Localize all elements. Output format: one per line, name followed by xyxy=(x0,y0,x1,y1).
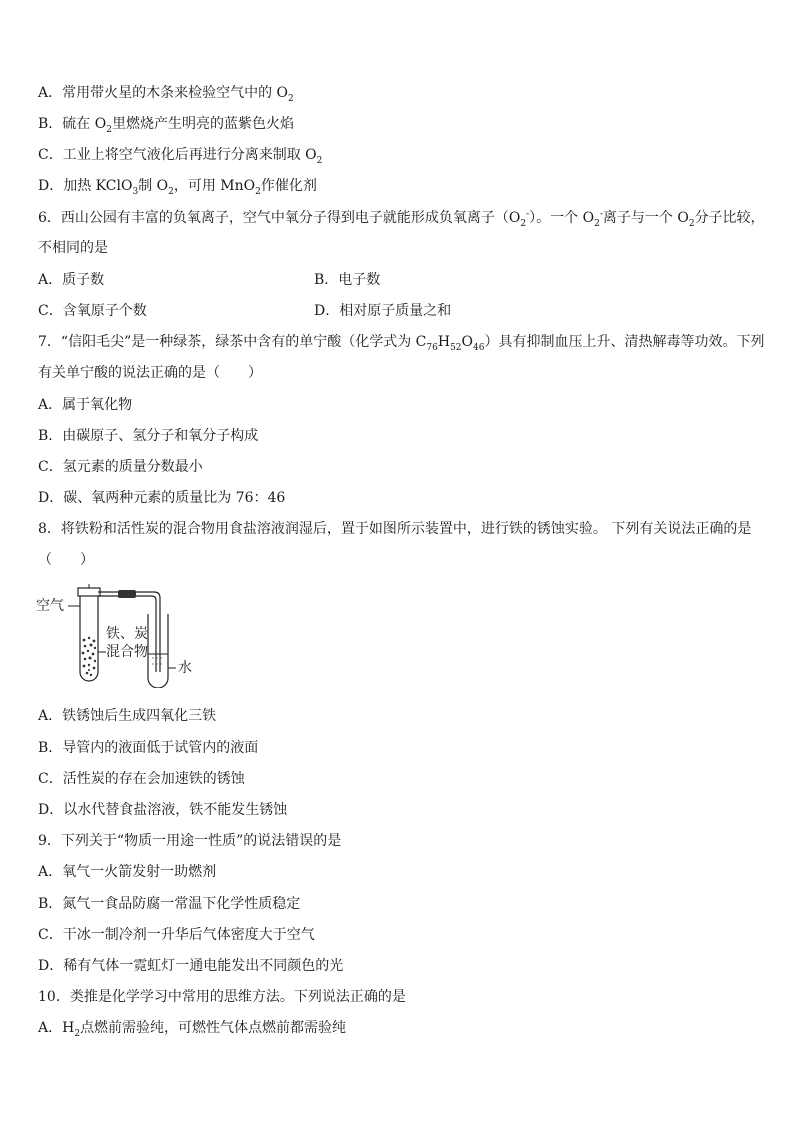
q9-stem: 9．下列关于“物质一用途一性质”的说法错误的是 xyxy=(38,833,342,849)
superscript: - xyxy=(599,209,603,220)
q6-stem-text-end: 分子比较， xyxy=(694,210,765,226)
q5-option-d xyxy=(38,176,317,196)
q9-option-a: A．氧气一火箭发射一助燃剂 xyxy=(38,864,217,880)
subscript: 2 xyxy=(316,155,323,166)
q5-option-a xyxy=(38,83,294,103)
subscript: 52 xyxy=(450,342,462,353)
subscript: 76 xyxy=(426,342,438,353)
subscript: 2 xyxy=(106,124,112,135)
q5-option-d-text-mid: 制 O xyxy=(138,178,169,194)
q8-stem-line1: 8．将铁粉和活性炭的混合物用食盐溶液润湿后，置于如图所示装置中，进行铁的锈蚀实验。 下列有关说法正确的是 xyxy=(38,521,752,537)
q8-option-d: D．以水代替食盐溶液，铁不能发生锈蚀 xyxy=(38,802,288,818)
subscript: 2 xyxy=(688,218,695,229)
q10-option-a xyxy=(38,1018,346,1038)
q7-stem-line1 xyxy=(38,332,764,352)
q5-option-d-text: D．加热 KClO xyxy=(38,178,133,194)
q8-stem-line2: （ ） xyxy=(38,552,94,568)
q7-option-b: B．由碳原子、氢分子和氧分子构成 xyxy=(38,428,259,444)
q7-stem-text-end: ）具有抑制血压上升、清热解毒等功效。下列 xyxy=(484,334,765,350)
q6-stem-line1 xyxy=(38,208,765,228)
q5-option-a-text: A．常用带火星的木条来检验空气中的 O xyxy=(38,85,289,101)
q9-option-c: C．干冰一制冷剂一升华后气体密度大于空气 xyxy=(38,927,315,943)
q8-option-b: B．导管内的液面低于试管内的液面 xyxy=(38,740,259,756)
q9-option-b: B．氮气一食品防腐一常温下化学性质稳定 xyxy=(38,896,301,912)
q5-option-c xyxy=(38,145,322,165)
subscript: 2 xyxy=(520,218,527,229)
superscript: - xyxy=(526,209,530,220)
figure-label-water: 水 xyxy=(178,660,192,676)
subscript: 2 xyxy=(288,93,294,104)
q6-stem-text-mid2: 离子与一个 O xyxy=(602,210,689,226)
q10-option-a-text-end: 点燃前需验纯，可燃性气体点燃前都需验纯 xyxy=(80,1020,347,1036)
rusting-apparatus-figure xyxy=(36,584,206,688)
subscript: 3 xyxy=(132,186,139,197)
q5-option-d-text-mid2: ，可用 MnO xyxy=(173,178,256,194)
q8-option-c: C．活性炭的存在会加速铁的锈蚀 xyxy=(38,771,245,787)
q5-option-b-text-end: 里燃烧产生明亮的蓝紫色火焰 xyxy=(111,116,294,132)
figure-label-air: 空气 xyxy=(36,598,64,614)
q5-option-b-text: B．硫在 O xyxy=(38,116,107,132)
q7-option-c: C．氢元素的质量分数最小 xyxy=(38,459,203,475)
figure-label-mixture-line2: 混合物 xyxy=(106,644,148,660)
subscript: 2 xyxy=(168,186,174,197)
subscript: 2 xyxy=(255,186,261,197)
q6-option-b: B．电子数 xyxy=(314,272,381,288)
q7-formula-o: O xyxy=(461,334,473,350)
subscript: 46 xyxy=(473,342,485,353)
q7-formula-h: H xyxy=(437,334,451,350)
q8-option-a: A．铁锈蚀后生成四氧化三铁 xyxy=(38,708,217,724)
q5-option-b xyxy=(38,114,294,134)
q6-option-c: C．含氧原子个数 xyxy=(38,303,147,319)
q6-stem-text: 6．西山公园有丰富的负氧离子，空气中氧分子得到电子就能形成负氧离子（O xyxy=(38,210,521,226)
q10-option-a-text: A．H xyxy=(38,1020,75,1036)
q7-option-d: D．碳、氧两种元素的质量比为 76：46 xyxy=(38,490,286,506)
q5-option-d-text-end: 作催化剂 xyxy=(260,178,317,194)
q7-stem-text: 7．“信阳毛尖”是一种绿茶，绿茶中含有的单宁酸（化学式为 C xyxy=(38,334,427,350)
q5-option-c-text: C．工业上将空气液化后再进行分离来制取 O xyxy=(38,147,317,163)
q6-option-d: D．相对原子质量之和 xyxy=(314,303,452,319)
q7-stem-line2: 有关单宁酸的说法正确的是（ ） xyxy=(38,365,262,381)
subscript: 2 xyxy=(594,218,600,229)
q9-option-d: D．稀有气体一霓虹灯一通电能发出不同颜色的光 xyxy=(38,958,344,974)
q6-stem-line2: 不相同的是 xyxy=(38,240,108,256)
q7-option-a: A．属于氧化物 xyxy=(38,397,133,413)
subscript: 2 xyxy=(74,1028,81,1039)
q6-option-a: A．质子数 xyxy=(38,272,105,288)
q6-stem-text-mid: ）。一个 O xyxy=(529,210,595,226)
q10-stem: 10．类推是化学学习中常用的思维方法。下列说法正确的是 xyxy=(38,989,406,1005)
figure-label-mixture-line1: 铁、炭 xyxy=(106,626,148,642)
